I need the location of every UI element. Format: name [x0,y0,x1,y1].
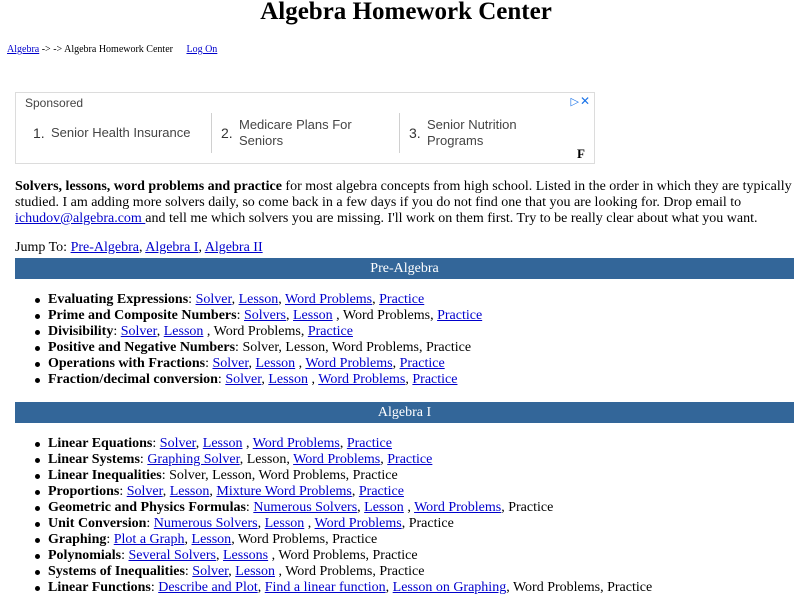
topic-item-unit-conversion: Unit Conversion: Numerous Solvers, Lesson , Word Problems, Practice [48,516,652,532]
topic-text: , Practice [501,500,554,515]
pre-algebra-topic-list [48,292,482,388]
topic-name: Operations with Fractions [48,356,206,371]
ad-f-mark: F [577,146,585,161]
topic-text: , [278,292,285,307]
topic-text: , [385,580,393,595]
solver-link[interactable]: Solver [192,564,229,579]
solver-link[interactable]: Solver [195,292,232,307]
ad-divider [399,113,400,153]
topic-text: , [403,500,415,515]
topic-text: , Word Problems, Practice [506,580,653,595]
topic-name: Geometric and Physics Formulas [48,500,246,515]
ad-item-3[interactable] [409,113,579,153]
topic-item-linear-systems: Linear Systems: Graphing Solver, Lesson, Word Problems, Practice [48,452,652,468]
jump-pre-algebra-link[interactable]: Pre-Algebra [70,240,139,255]
intro-text: for most algebra concepts from high school. Listed in the order in which they are typically studied. I am adding more solvers daily, so come back in a few days if you do not find one that you are looking for. Drop email to [15,179,792,210]
topic-name: Systems of Inequalities [48,564,185,579]
word-problems-link[interactable]: Word Problems [314,516,402,531]
topic-item-positive-and-negative-numbers: Positive and Negative Numbers: Solver, Lesson, Word Problems, Practice [48,340,482,356]
topic-name: Prime and Composite Numbers [48,308,237,323]
topic-text: , [304,516,315,531]
topic-text: , [248,356,256,371]
mixture-word-problems-link[interactable]: Mixture Word Problems [216,484,352,499]
topic-item-divisibility: Divisibility: Solver, Lesson , Word Problems, Practice [48,324,482,340]
word-problems-link[interactable]: Word Problems [414,500,502,515]
practice-link[interactable]: Practice [358,484,404,499]
topic-text: , Lesson, [239,452,294,467]
find-a-linear-function-link[interactable]: Find a linear function [264,580,386,595]
ad-choices-controls[interactable] [570,94,590,108]
topic-text: Solver, Lesson, Word Problems, Practice [242,340,472,355]
jump-algebra-ii-link[interactable]: Algebra II [204,240,263,255]
topic-item-proportions: Proportions: Solver, Lesson, Mixture Word Problems, Practice [48,484,652,500]
practice-link[interactable]: Practice [387,452,433,467]
topic-text: , [351,484,359,499]
topic-item-evaluating-expressions: Evaluating Expressions: Solver, Lesson, Word Problems, Practice [48,292,482,308]
plot-a-graph-link[interactable]: Plot a Graph [113,532,185,547]
topic-text: , [228,564,236,579]
solvers-link[interactable]: Solvers [244,308,286,323]
solver-link[interactable]: Solver [225,372,262,387]
topic-text: , [184,532,192,547]
topic-text: , [339,436,347,451]
topic-text: , [357,500,365,515]
topic-text: , [372,292,380,307]
topic-text: , Practice [401,516,454,531]
ad-item-number: 3. [409,125,421,141]
lesson-link[interactable]: Lesson [364,500,404,515]
lesson-link[interactable]: Lesson [202,436,243,451]
ad-item-1[interactable] [33,113,208,153]
topic-item-linear-functions: Linear Functions: Describe and Plot, Find a linear function, Lesson on Graphing, Word Problems, Practice [48,580,653,595]
ad-divider [211,113,212,153]
practice-link[interactable]: Practice [379,292,425,307]
topic-text: , [392,356,400,371]
practice-link[interactable]: Practice [346,436,392,451]
topic-item-geometric-and-physics-formulas: Geometric and Physics Formulas: Numerous Solvers, Lesson , Word Problems, Practice [48,500,652,516]
topic-text: , [209,484,217,499]
topic-text: , [156,324,164,339]
topic-text: , Word Problems, Practice [268,548,418,563]
topic-name: Linear Equations [48,436,153,451]
topic-item-systems-of-inequalities: Systems of Inequalities: Solver, Lesson , Word Problems, Practice [48,564,652,580]
describe-and-plot-link[interactable]: Describe and Plot [158,580,258,595]
intro-paragraph [15,179,793,227]
topic-text: , [286,308,293,323]
ad-choices-icon[interactable]: ▷ [570,96,579,108]
breadcrumb-current: -> -> Algebra Homework Center [39,44,173,55]
topic-text: , [231,292,239,307]
practice-link[interactable]: Practice [307,324,353,339]
intro-bold: Solvers, lessons, word problems and practice [15,179,282,194]
topic-item-linear-equations: Linear Equations: Solver, Lesson , Word Problems, Practice [48,436,652,452]
solver-link[interactable]: Solver [126,484,163,499]
topic-name: Positive and Negative Numbers [48,340,236,355]
topic-item-prime-and-composite-numbers: Prime and Composite Numbers: Solvers, Lesson , Word Problems, Practice [48,308,483,323]
practice-link[interactable]: Practice [437,308,483,323]
ad-item-number: 1. [33,125,45,141]
topic-text: Solver, Lesson, Word Problems, Practice [169,468,398,483]
topic-text: , [242,436,253,451]
graphing-solver-link[interactable]: Graphing Solver [147,452,240,467]
word-problems-link[interactable]: Word Problems [305,356,393,371]
topic-text: , [257,516,265,531]
topic-text: , Word Problems, [332,308,438,323]
lesson-link[interactable]: Lesson [293,308,333,323]
section-header-pre-algebra: Pre-Algebra [15,258,794,279]
topic-text: , [195,436,203,451]
breadcrumb [7,44,217,56]
topic-text: , [162,484,170,499]
topic-name: Linear Systems [48,452,140,467]
topic-name: Divisibility [48,324,114,339]
topic-name: Evaluating Expressions [48,292,189,307]
lesson-link[interactable]: Lesson [191,532,232,547]
topic-text: , [295,356,306,371]
word-problems-link[interactable]: Word Problems [252,436,340,451]
numerous-solvers-link[interactable]: Numerous Solvers [153,516,258,531]
lesson-link[interactable]: Lesson [268,372,308,387]
lesson-link[interactable]: Lesson [255,356,296,371]
lesson-on-graphing-link[interactable]: Lesson on Graphing [392,580,507,595]
word-problems-link[interactable]: Word Problems [284,292,373,307]
topic-text: , [216,548,223,563]
topic-name: Proportions [48,484,120,499]
topic-text: , [380,452,388,467]
topic-text: , [261,372,269,387]
lesson-link[interactable]: Lesson [264,516,305,531]
ad-item-label: Senior Health Insurance [51,125,191,140]
several-solvers-link[interactable]: Several Solvers [128,548,216,563]
topic-name: Linear Functions [48,580,151,595]
topic-item-polynomials: Polynomials: Several Solvers, Lessons , Word Problems, Practice [48,548,652,564]
intro-text-end: and tell me which solvers you are missing. I'll work on them first. Try to be really clear about what you want. [145,211,758,226]
topic-name: Polynomials [48,548,122,563]
lessons-link[interactable]: Lessons [223,548,269,563]
page-title: Algebra Homework Center [260,0,552,25]
numerous-solvers-link[interactable]: Numerous Solvers [253,500,358,515]
topic-item-linear-inequalities: Linear Inequalities: Solver, Lesson, Word Problems, Practice [48,468,652,484]
topic-name: Graphing [48,532,107,547]
topic-item-operations-with-fractions: Operations with Fractions: Solver, Lesson , Word Problems, Practice [48,356,482,372]
topic-name: Fraction/decimal conversion [48,372,218,387]
topic-item-fraction-decimal-conversion: Fraction/decimal conversion: Solver, Lesson , Word Problems, Practice [48,372,482,388]
lesson-link[interactable]: Lesson [169,484,210,499]
sponsored-ad [15,92,595,164]
topic-text: , Word Problems, Practice [274,564,425,579]
ad-item-label: Senior Nutrition Programs [427,117,517,148]
topic-text: , [405,372,413,387]
ad-sponsored-label: Sponsored [25,96,84,110]
solver-link[interactable]: Solver [212,356,249,371]
ad-item-number: 2. [221,125,233,141]
solver-link[interactable]: Solver [120,324,157,339]
breadcrumb-algebra-link[interactable]: Algebra [7,44,40,55]
topic-item-graphing: Graphing: Plot a Graph, Lesson, Word Problems, Practice [48,532,652,548]
word-problems-link[interactable]: Word Problems [293,452,381,467]
jump-to-label: Jump To: [15,240,71,255]
jump-to-nav: Jump To: Pre-Algebra, Algebra I, Algebra II [15,240,263,255]
email-link[interactable]: ichudov@algebra.com [15,211,146,226]
jump-algebra-i-link[interactable]: Algebra I [145,240,199,255]
practice-link[interactable]: Practice [399,356,445,371]
topic-text: , Word Problems, Practice [231,532,378,547]
section-header-algebra-i: Algebra I [15,402,794,423]
algebra-i-topic-list [48,436,652,596]
ad-close-icon[interactable]: ✕ [579,94,590,108]
topic-name: Unit Conversion [48,516,147,531]
ad-item-label: Medicare Plans For Seniors [239,117,352,148]
topic-text: , [257,580,265,595]
lesson-link[interactable]: Lesson [238,292,279,307]
topic-name: Linear Inequalities [48,468,162,483]
topic-text: , [307,372,319,387]
log-on-link[interactable]: Log On [186,44,218,55]
word-problems-link[interactable]: Word Problems [318,372,406,387]
lesson-link[interactable]: Lesson [163,324,204,339]
practice-link[interactable]: Practice [412,372,458,387]
topic-text: , Word Problems, [203,324,308,339]
ad-item-2[interactable] [221,113,391,153]
solver-link[interactable]: Solver [159,436,196,451]
lesson-link[interactable]: Lesson [235,564,275,579]
